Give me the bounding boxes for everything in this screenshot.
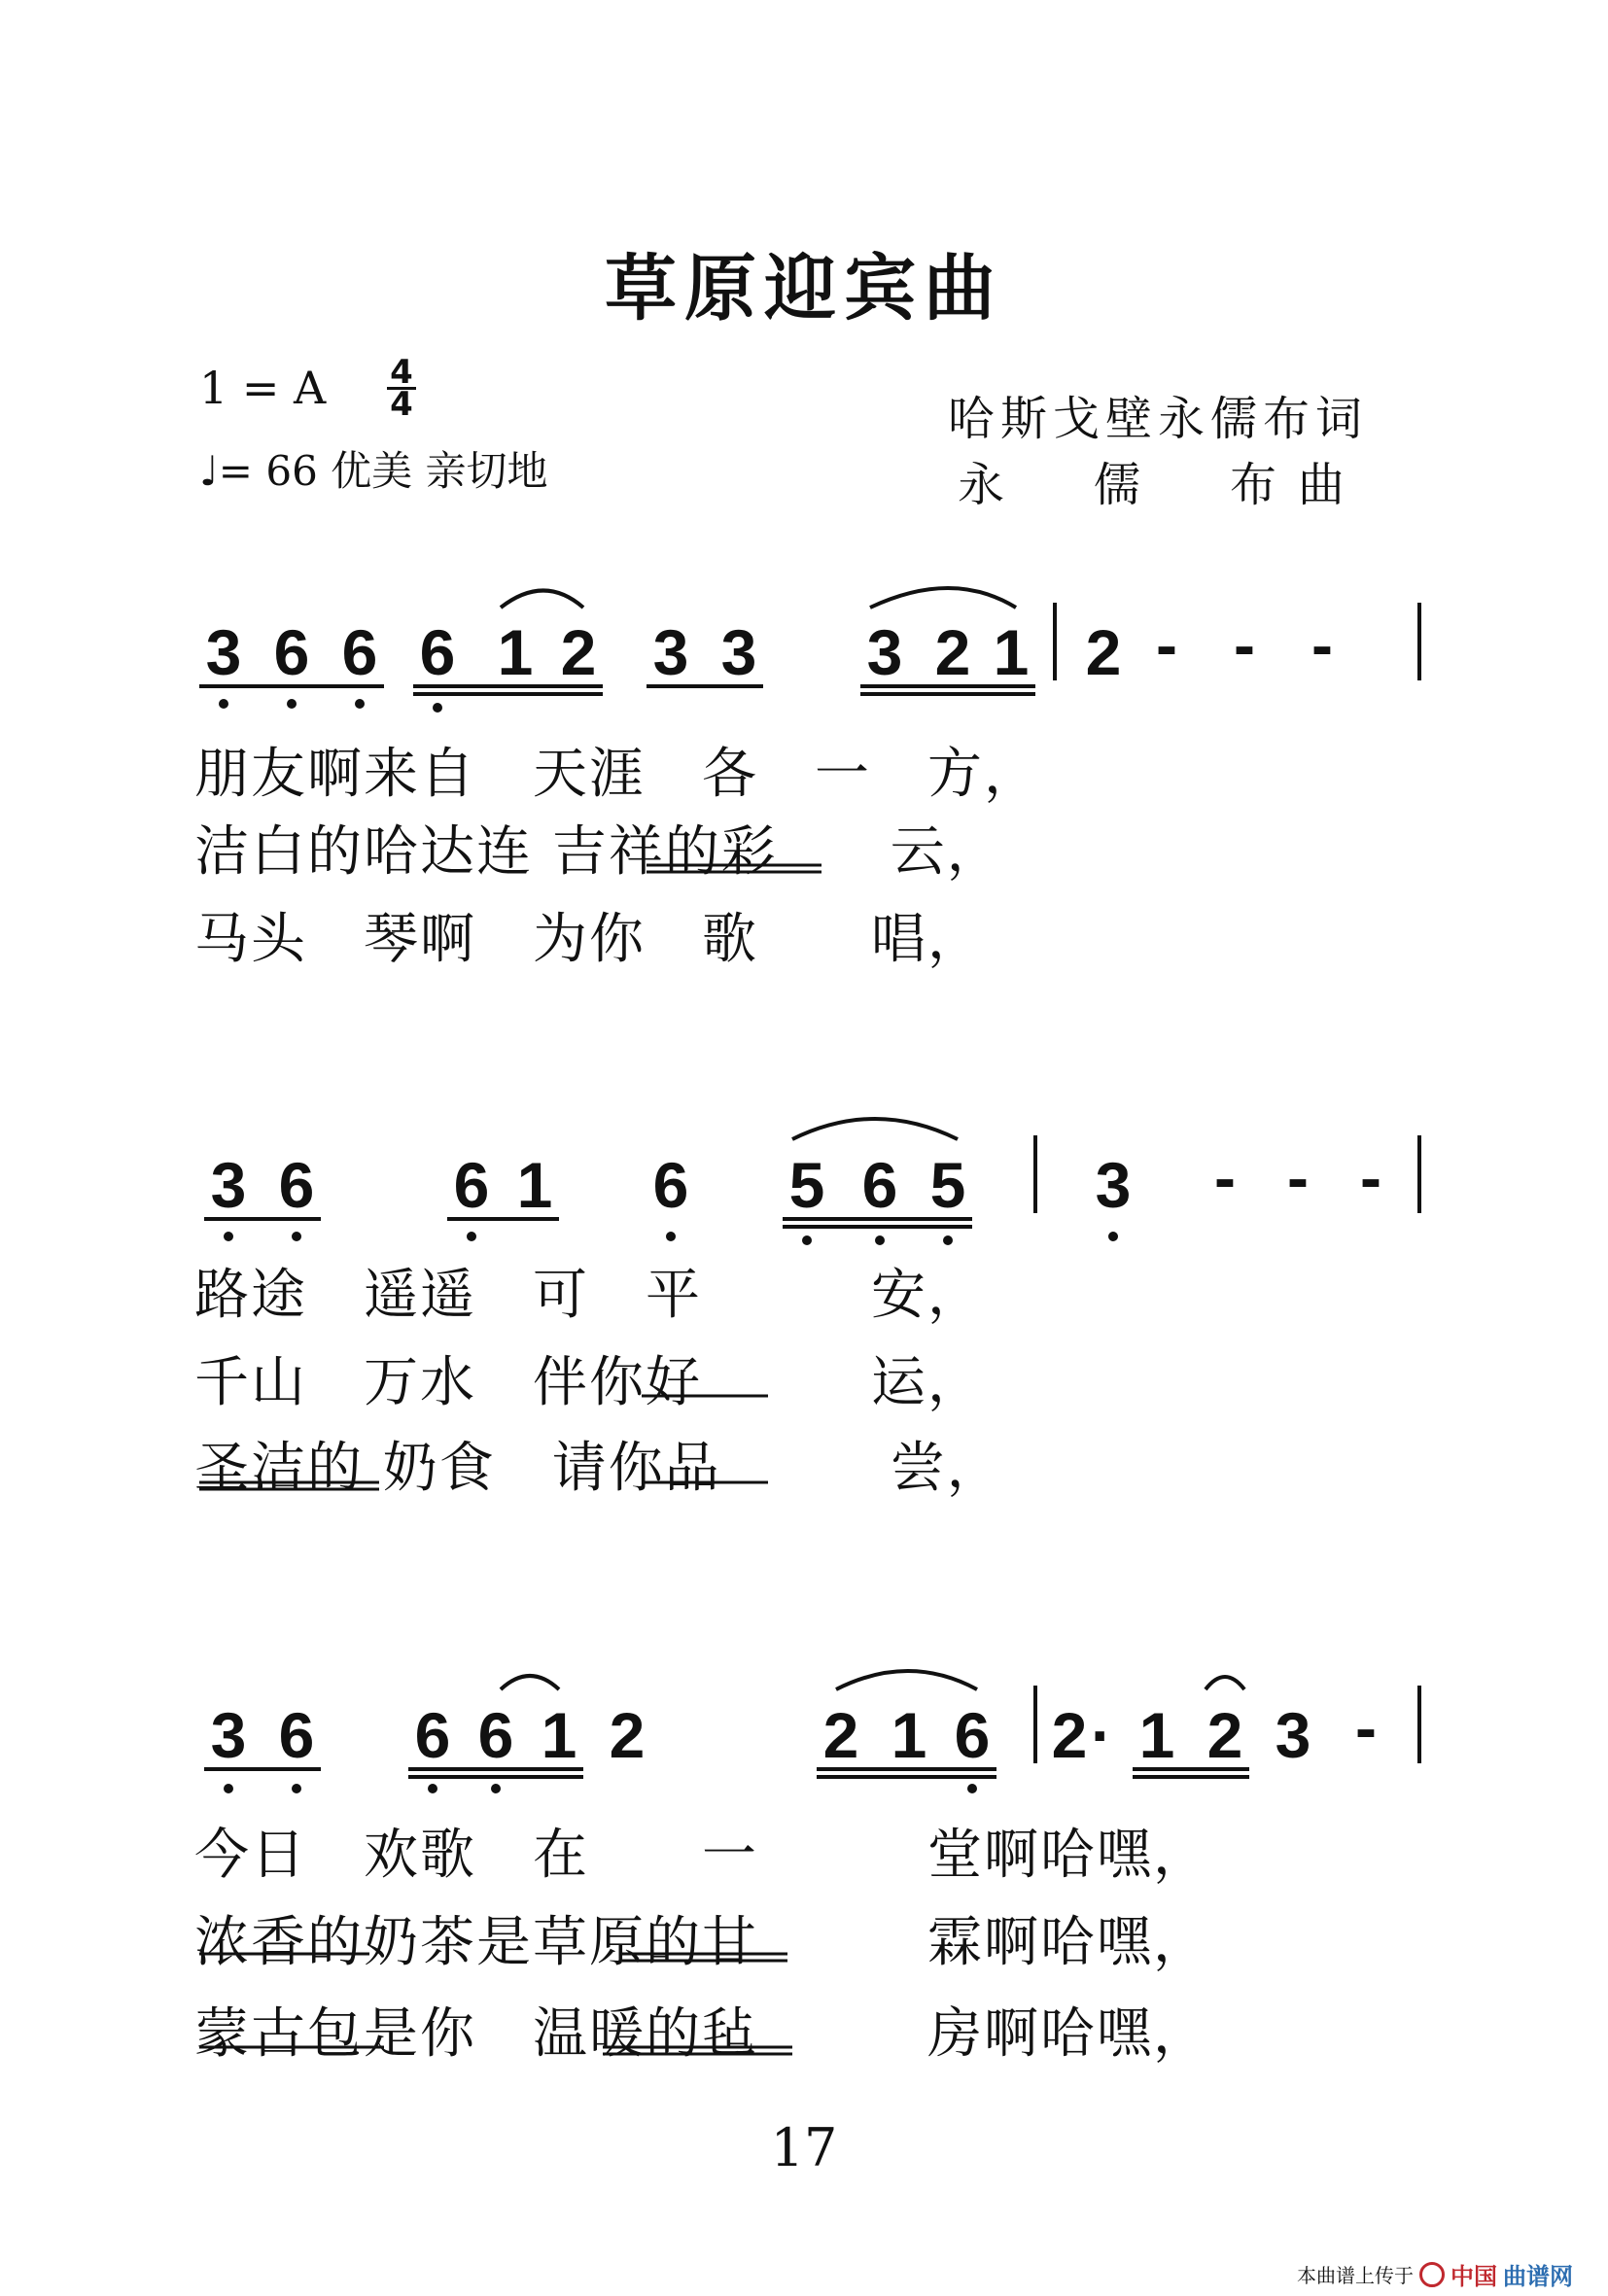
low-dot: [491, 1784, 501, 1793]
note: 3: [1275, 1699, 1311, 1771]
dash: -: [1234, 609, 1255, 680]
low-dot: [802, 1235, 812, 1245]
time-signature-bottom: 4: [390, 385, 413, 424]
tempo-marking: ♩= 66 优美 亲切地: [199, 447, 548, 495]
dash: -: [1311, 609, 1333, 680]
low-dot: [428, 1784, 437, 1793]
note: 6: [278, 1149, 315, 1221]
augmentation-dot: ·: [1091, 1699, 1112, 1771]
lyricist-credit: 哈斯戈壁永儒布词: [948, 392, 1369, 446]
beams: [199, 686, 1249, 1777]
tie-arc: [1206, 1677, 1244, 1689]
lyric-line: 今日 欢歌 在 一 堂啊哈嘿，: [194, 1824, 1209, 1887]
note: 2: [1051, 1699, 1088, 1771]
lyric-slur-underlines: [199, 865, 821, 2054]
note: 2: [934, 616, 971, 688]
note: 6: [273, 616, 310, 688]
note: 6: [419, 616, 456, 688]
octave-dots: [219, 699, 1118, 1793]
ties: [501, 588, 1244, 1689]
note: 1: [541, 1699, 577, 1771]
site-logo-icon: [1419, 2262, 1445, 2287]
note: 1: [993, 616, 1030, 688]
footer-brand-b: 曲谱网: [1503, 2263, 1573, 2290]
barlines: [1035, 603, 1419, 1763]
note: 6: [278, 1699, 315, 1771]
note: 3: [1095, 1149, 1132, 1221]
lyric-line: 朋友啊来自 天涯 各 一 方，: [194, 743, 1040, 806]
low-dot: [433, 703, 442, 713]
note: 3: [720, 616, 757, 688]
low-dot: [875, 1235, 885, 1245]
note: 3: [210, 1699, 247, 1771]
low-dot: [224, 1784, 233, 1793]
low-dot: [943, 1235, 953, 1245]
low-dot: [355, 699, 365, 709]
note: 2: [822, 1699, 859, 1771]
tie-arc: [501, 1676, 559, 1689]
dash: -: [1214, 1141, 1236, 1213]
note: 6: [477, 1699, 514, 1771]
page-title: 草原迎宾曲: [605, 247, 1003, 330]
note: 6: [453, 1149, 490, 1221]
lyric-line: 圣洁的 奶食 请你品 尝，: [194, 1437, 1003, 1500]
note: 1: [1138, 1699, 1175, 1771]
low-dot: [292, 1784, 301, 1793]
note: 6: [414, 1699, 451, 1771]
low-dot: [467, 1232, 476, 1241]
low-dot: [1108, 1232, 1118, 1241]
note: 3: [652, 616, 689, 688]
page-number: 17: [770, 2117, 838, 2178]
dash: -: [1360, 1141, 1381, 1213]
lyric-line: 千山 万水 伴你好 运，: [194, 1351, 984, 1414]
footer-watermark: [1297, 2257, 1573, 2291]
key-label: 1 = A: [199, 362, 327, 414]
note: 5: [929, 1149, 966, 1221]
tie-arc: [501, 591, 583, 609]
note: 5: [788, 1149, 825, 1221]
composer-credit: 永 儒 布曲: [958, 458, 1367, 512]
tie-arc: [870, 588, 1016, 608]
tie-arc: [836, 1671, 977, 1689]
low-dot: [224, 1232, 233, 1241]
dash: -: [1287, 1141, 1309, 1213]
dash: -: [1156, 609, 1177, 680]
note: 2: [560, 616, 597, 688]
note: 6: [341, 616, 378, 688]
low-dot: [287, 699, 297, 709]
tie-arc: [792, 1119, 958, 1139]
note: 6: [861, 1149, 898, 1221]
note: 3: [205, 616, 242, 688]
note: 1: [891, 1699, 927, 1771]
note: 2: [1206, 1699, 1243, 1771]
note: 3: [210, 1149, 247, 1221]
time-signature-top: 4: [390, 353, 413, 392]
lyric-line: 洁白的哈达连 吉祥的彩 云，: [194, 820, 1003, 884]
note: 1: [516, 1149, 553, 1221]
low-dot: [666, 1232, 676, 1241]
note: 2: [1085, 616, 1122, 688]
lyric-line: 路途 遥遥 可 平 安，: [194, 1264, 984, 1327]
low-dot: [219, 699, 228, 709]
footer-brand-a: 中国: [1451, 2263, 1497, 2290]
note: 6: [954, 1699, 991, 1771]
dash: -: [1355, 1691, 1377, 1763]
lyric-line: 马头 琴啊 为你 歌 唱，: [194, 908, 984, 971]
low-dot: [292, 1232, 301, 1241]
footer-prefix: 本曲谱上传于: [1297, 2264, 1414, 2287]
note: 6: [652, 1149, 689, 1221]
lyric-line: 蒙古包是你 温暖的毡 房啊哈嘿，: [194, 2002, 1209, 2066]
note: 1: [497, 616, 534, 688]
lyric-line: 浓香的奶茶是草原的甘 霖啊哈嘿，: [194, 1911, 1209, 1974]
low-dot: [967, 1784, 977, 1793]
note: 3: [866, 616, 903, 688]
note: 2: [609, 1699, 646, 1771]
